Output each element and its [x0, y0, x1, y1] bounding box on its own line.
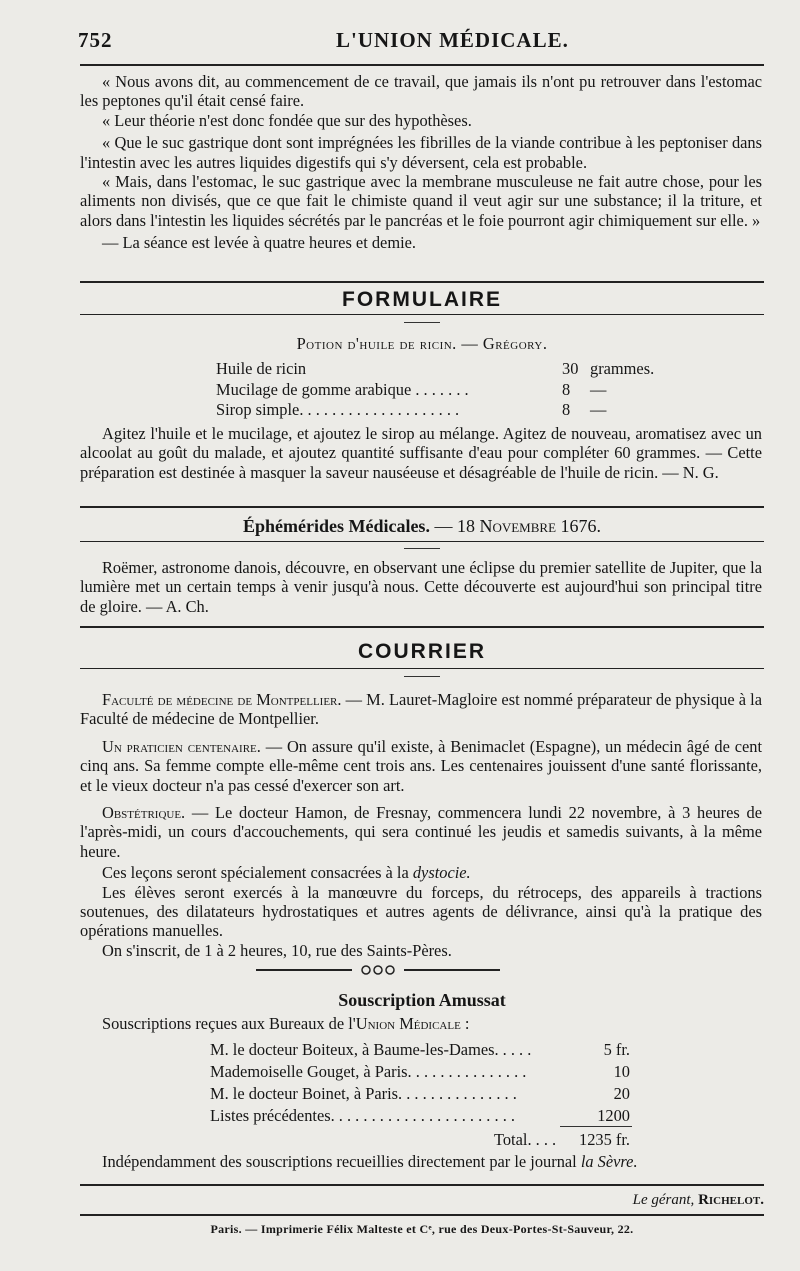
ingredient-row — [216, 400, 636, 420]
subscriber-name: M. le docteur Boiteux, à Baume-les-Dames. . . . . — [210, 1040, 532, 1059]
courrier-item — [80, 690, 762, 729]
subscription-row — [210, 1040, 630, 1060]
ingredient-name: Mucilage de gomme arabique . . . . . . . — [216, 380, 469, 399]
subscription-row — [210, 1062, 630, 1082]
souscription-note-text: Indépendamment des souscriptions recueillies directement par le journal — [102, 1152, 581, 1171]
total-amount: 1235 fr. — [579, 1130, 630, 1149]
souscription-heading: Souscription Amussat — [338, 990, 506, 1010]
page-number: 752 — [78, 28, 113, 52]
subscription-amount: 1200 — [597, 1106, 630, 1125]
intro-paragraph-1: « Nous avons dit, au commencement de ce travail, que jamais ils n'ont pu retrouver dans l'estomac les peptones qu'il était censé faire. — [80, 72, 762, 111]
students-paragraph: Les élèves seront exercés à la manœuvre du forceps, du rétroceps, des appareils à tractions soutenues, des dilatateurs hydrostatiques et autres agents de délivrance, ainsi qu'à la pratique des opérations manuelles. — [80, 882, 762, 941]
souscription-note — [80, 1152, 762, 1171]
footer-rule — [80, 1184, 764, 1186]
instructions-text: Agitez l'huile et le mucilage, et ajoutez le sirop au mélange. Agitez de nouveau, aromatisez avec un alcoolat au goût du malade, et ajoutez quantité suffisante d'eau pour compléter 60 grammes. — Cette préparation est destinée à masquer la saveur nauséeuse et désagréable de l'huile de ricin. — N. G. — [80, 424, 762, 482]
gerant-label: Le gérant, — [632, 1192, 695, 1208]
souscription-intro — [80, 1014, 762, 1033]
ingredient-row — [216, 359, 655, 379]
courrier-item-lead: Faculté de médecine de Montpellier. — [102, 690, 342, 709]
ephemerides-title: Éphémérides Médicales. — [242, 516, 430, 536]
subscription-row — [210, 1084, 630, 1104]
gerant-name: Richelot. — [698, 1192, 764, 1208]
souscription-intro-journal: Union Médicale : — [355, 1014, 470, 1033]
subscription-amount: 5 fr. — [603, 1040, 630, 1059]
subscriber-name: Mademoiselle Gouget, à Paris. . . . . . . . . . . . . . . — [210, 1062, 527, 1081]
courrier-heading: COURRIER — [357, 640, 486, 663]
short-divider — [404, 322, 440, 323]
short-divider — [404, 676, 440, 677]
courrier-item-text: — On assure qu'il existe, à Benimaclet (Espagne), un médecin âgé de cent cinq ans. Sa femme compte elle-même cent trois ans. Les centenaires jouissent d'une santé florissante, et le vieux docteur n'a pas cessé d'exercer son art. — [80, 736, 763, 795]
souscription-note-journal: la Sèvre. — [580, 1152, 638, 1171]
courrier-item-lead: Un praticien centenaire. — [102, 736, 261, 756]
lessons-paragraph — [80, 863, 762, 882]
section-rule-under — [80, 668, 764, 669]
journal-title: L'UNION MÉDICALE. — [336, 28, 569, 52]
recipe-title: Potion d'huile de ricin. — Grégory. — [296, 334, 548, 353]
souscription-intro-line — [80, 1014, 762, 1033]
short-divider — [404, 548, 440, 549]
ephemerides-text: Roëmer, astronome danois, découvre, en observant une éclipse du premier satellite de Jupiter, que la lumière met un certain temps à venir jusqu'à nous. Cette découverte est aujourd'hui son principal titre de gloire. — A. Ch. — [80, 558, 762, 616]
courrier-item-lead: Obstétrique. — [102, 803, 186, 823]
souscription-intro-text: Souscriptions reçues aux Bureaux de l' — [102, 1014, 356, 1033]
ingredient-qty: 8 — [562, 380, 571, 399]
total-label: Total. . . . — [494, 1130, 557, 1149]
courrier-item-text: — M. Lauret-Magloire est nommé préparateur de physique à la Faculté de médecine de Montpellier. — [80, 690, 762, 729]
running-header — [78, 28, 768, 58]
subscription-amount: 10 — [613, 1062, 630, 1081]
total-rule — [560, 1126, 632, 1127]
ingredient-unit: — — [590, 400, 607, 419]
ingredient-row — [216, 380, 636, 400]
recipe-instructions — [80, 424, 762, 482]
ornament-divider — [256, 964, 500, 976]
intro-section — [80, 72, 762, 253]
ephemerides-section — [80, 558, 762, 616]
courrier-item-text: — Le docteur Hamon, de Fresnay, commencera lundi 22 novembre, à 3 heures de l'après-midi, un cours d'accouchements, qui sera continué les jeudis et samedis suivants, à la même heure. — [80, 803, 762, 861]
souscription-note-line — [80, 1152, 762, 1171]
subscription-amount: 20 — [613, 1084, 630, 1103]
lessons-text: Ces leçons seront spécialement consacrées à la — [102, 863, 413, 883]
ingredient-qty: 30 — [562, 359, 579, 378]
section-rule — [80, 281, 764, 283]
subscriber-name: Listes précédentes. . . . . . . . . . . . . . . . . . . . . . . — [210, 1106, 515, 1125]
subscription-total-row — [210, 1130, 630, 1150]
header-rule — [80, 64, 764, 66]
formulaire-heading: FORMULAIRE — [342, 288, 502, 311]
lessons-italic: dystocie. — [412, 863, 471, 883]
section-rule-under — [80, 314, 764, 315]
ingredient-name: Huile de ricin — [216, 359, 307, 378]
intro-paragraph-4: « Mais, dans l'estomac, le suc gastrique avec la membrane musculeuse ne fait autre chose, pour les aliments non divisés, que ce que fait le chimiste quand il veut agir sur une substance; il la triture, et alors dans l'intestin les liquides sécrétés par le pancréas et le foie pourront agir chimiquement sur elle. » — [80, 172, 762, 230]
subscriber-name: M. le docteur Boinet, à Paris. . . . . . . . . . . . . . . — [210, 1084, 517, 1103]
ingredient-unit: grammes. — [590, 359, 655, 378]
gerant-line — [633, 1192, 764, 1209]
courrier-item — [80, 803, 762, 861]
section-rule — [80, 506, 764, 508]
section-rule-under — [80, 541, 764, 542]
footer-rule-lower — [80, 1214, 764, 1216]
intro-paragraph-5: — La séance est levée à quatre heures et demie. — [102, 233, 416, 253]
courrier-section — [80, 690, 762, 960]
ephemerides-date: — 18 Novembre 1676. — [434, 516, 602, 536]
courrier-item — [80, 737, 762, 795]
section-rule — [80, 626, 764, 628]
inscription-paragraph: On s'inscrit, de 1 à 2 heures, 10, rue des Saints-Pères. — [102, 940, 452, 960]
ephemerides-heading — [80, 516, 764, 537]
ingredient-unit: — — [590, 380, 607, 399]
printer-imprint: Paris. — Imprimerie Félix Malteste et Cᵉ, rue des Deux-Portes-St-Sauveur, 22. — [210, 1222, 634, 1236]
intro-paragraph-2: « Leur théorie n'est donc fondée que sur des hypothèses. — [102, 110, 472, 130]
subscription-row — [210, 1106, 630, 1126]
ingredient-name: Sirop simple. . . . . . . . . . . . . . . . . . . . — [216, 400, 460, 419]
ingredient-qty: 8 — [562, 400, 571, 419]
intro-paragraph-3: « Que le suc gastrique dont sont imprégnées les fibrilles de la viande contribue à les peptoniser dans l'intestin avec les autres liquides digestifs qui s'y déversent, cela est probable. — [80, 133, 762, 172]
